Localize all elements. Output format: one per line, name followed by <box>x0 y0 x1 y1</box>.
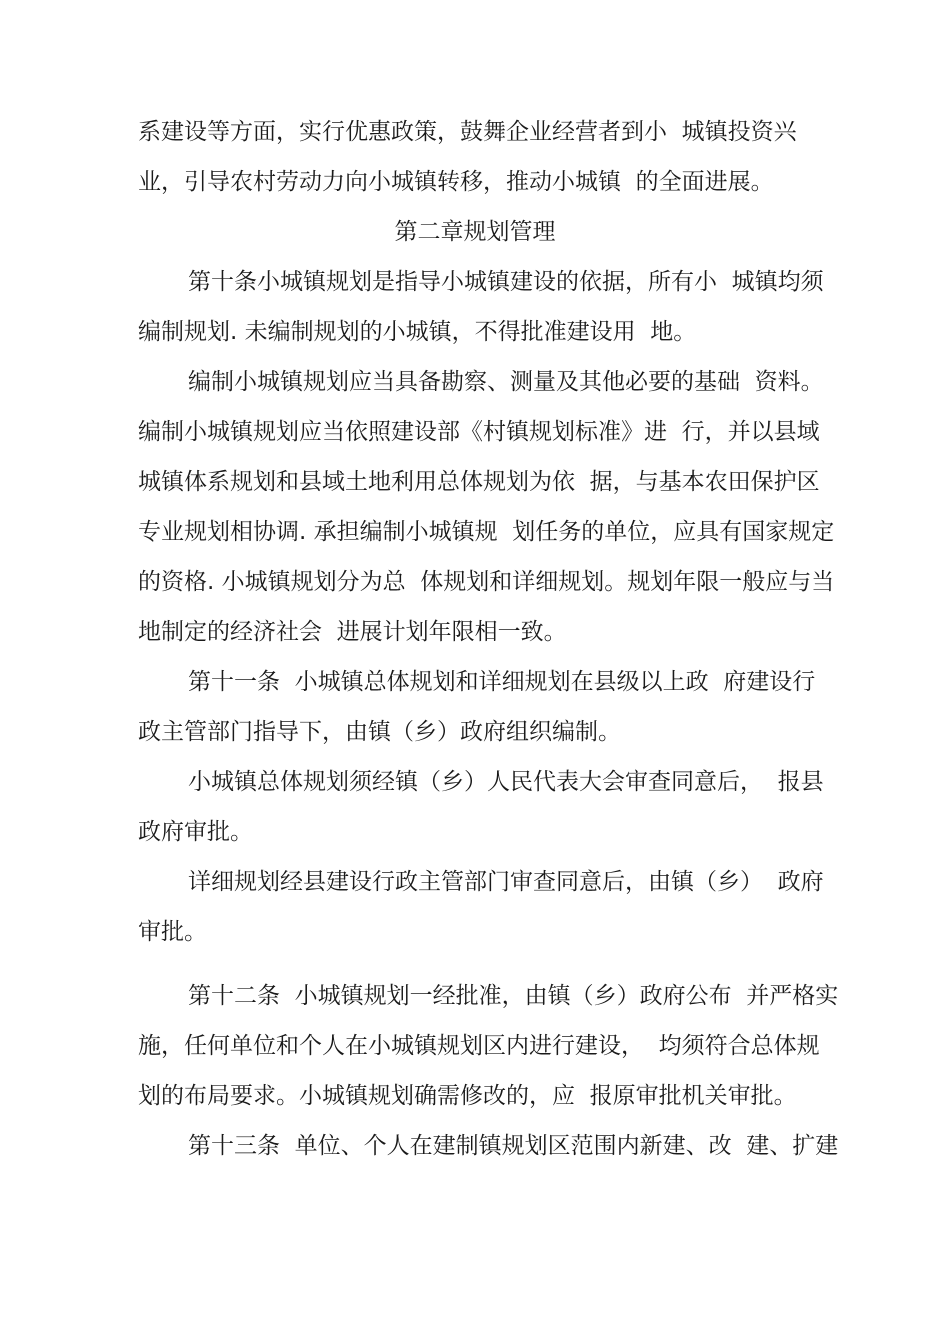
article-10-first-line: 第十条小城镇规划是指导小城镇建设的依据，所有小 城镇均须 <box>188 269 824 295</box>
body-text-line: 的资格. 小城镇规划分为总 体规划和详细规划。规划年限一般应与当 <box>138 569 835 595</box>
body-text-line: 编制小城镇规划应当依照建设部《村镇规划标准》进 行，并以县域 <box>138 419 820 445</box>
article-13-first-line: 第十三条 单位、个人在建制镇规划区范围内新建、改 建、扩建 <box>188 1133 839 1159</box>
body-text-line: 编制规划. 未编制规划的小城镇，不得批准建设用 地。 <box>138 319 697 345</box>
body-text-line: 地制定的经济社会 进展计划年限相一致。 <box>138 619 567 645</box>
paragraph-first-line: 小城镇总体规划须经镇（乡）人民代表大会审查同意后， 报县 <box>188 769 824 795</box>
body-text-line: 审批。 <box>138 919 207 945</box>
body-text-line: 政府审批。 <box>138 819 253 845</box>
article-12-first-line: 第十二条 小城镇规划一经批准，由镇（乡）政府公布 并严格实 <box>188 983 839 1009</box>
paragraph-first-line: 详细规划经县建设行政主管部门审查同意后，由镇（乡） 政府 <box>188 869 824 895</box>
body-text-line: 系建设等方面，实行优惠政策，鼓舞企业经营者到小 城镇投资兴 <box>138 119 797 145</box>
body-text-line: 专业规划相协调. 承担编制小城镇规 划任务的单位，应具有国家规定 <box>138 519 835 545</box>
paragraph-first-line: 编制小城镇规划应当具备勘察、测量及其他必要的基础 资料。 <box>188 369 824 395</box>
body-text-line: 业，引导农村劳动力向小城镇转移，推动小城镇 的全面进展。 <box>138 169 774 195</box>
body-text-line: 施，任何单位和个人在小城镇规划区内进行建设， 均须符合总体规 <box>138 1033 820 1059</box>
body-text-line: 城镇体系规划和县域土地利用总体规划为依 据，与基本农田保护区 <box>138 469 820 495</box>
body-text-line: 政主管部门指导下，由镇（乡）政府组织编制。 <box>138 719 621 745</box>
body-text-line: 划的布局要求。小城镇规划确需修改的，应 报原审批机关审批。 <box>138 1083 797 1109</box>
chapter-heading: 第二章规划管理 <box>394 219 556 245</box>
article-11-first-line: 第十一条 小城镇总体规划和详细规划在县级以上政 府建设行 <box>188 669 816 695</box>
